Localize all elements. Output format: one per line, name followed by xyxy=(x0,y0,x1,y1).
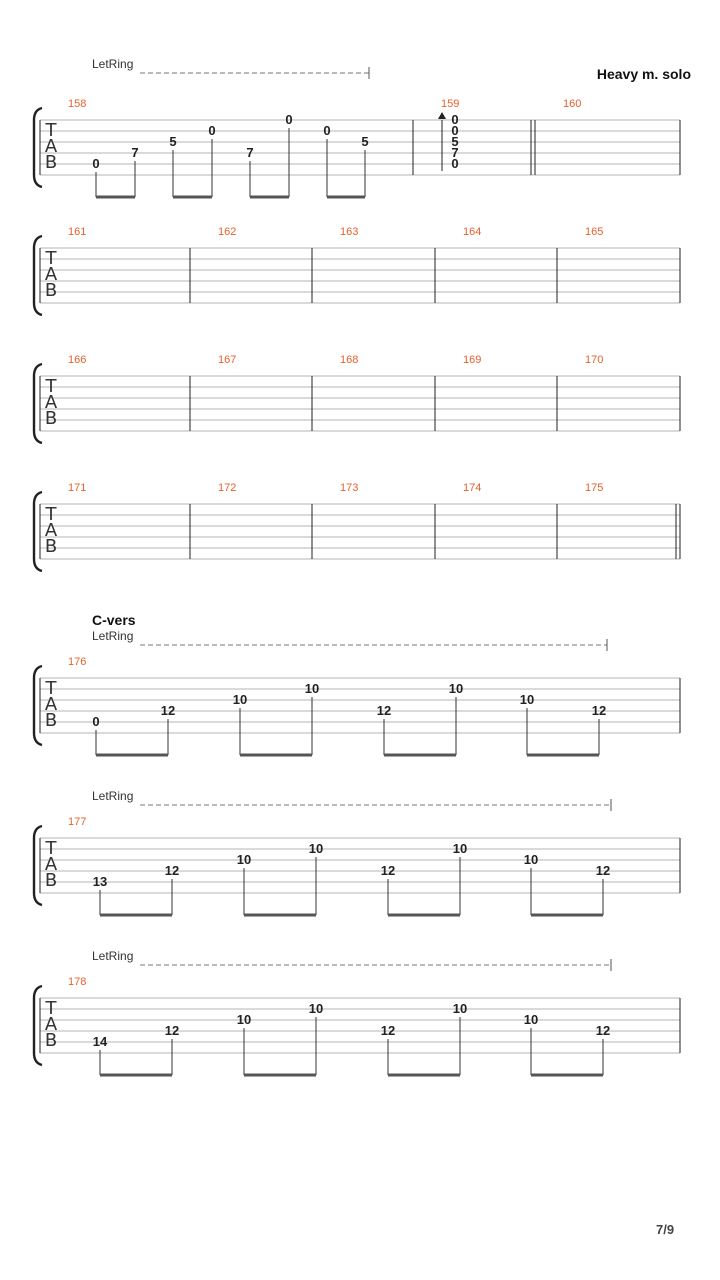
fret-number: 10 xyxy=(452,841,468,856)
tab-clef-letter: B xyxy=(44,408,58,429)
chord-fret-number: 7 xyxy=(451,145,459,160)
strum-up-arrow-icon xyxy=(438,112,446,119)
fret-number: 10 xyxy=(236,852,252,867)
measure-number: 159 xyxy=(441,98,460,110)
tab-clef-letter: B xyxy=(44,152,58,173)
measure-number: 169 xyxy=(463,354,482,366)
fret-number: 12 xyxy=(380,863,396,878)
fret-number: 12 xyxy=(160,703,176,718)
tab-clef-letter: T xyxy=(45,248,57,269)
fret-number: 0 xyxy=(92,156,100,171)
fret-number: 10 xyxy=(308,841,324,856)
measure-number: 174 xyxy=(463,482,482,494)
fret-number: 5 xyxy=(361,134,369,149)
tab-clef-letter: A xyxy=(44,694,58,715)
tab-clef-letter: A xyxy=(44,136,58,157)
fret-number: 0 xyxy=(92,714,100,729)
tab-clef-letter: B xyxy=(44,710,58,731)
measure-number: 168 xyxy=(340,354,359,366)
tab-clef-letter: T xyxy=(45,838,57,859)
tab-clef-letter: T xyxy=(45,998,57,1019)
fret-number: 10 xyxy=(448,681,464,696)
fret-number: 10 xyxy=(304,681,320,696)
tab-system-7 xyxy=(34,949,680,1075)
let-ring-label: LetRing xyxy=(92,629,134,643)
fret-number: 10 xyxy=(236,1012,252,1027)
tab-clef-letter: T xyxy=(45,120,57,141)
page-number: 7/9 xyxy=(656,1222,675,1237)
measure-number: 172 xyxy=(218,482,237,494)
section-marker: C-vers xyxy=(92,612,136,628)
tab-clef-letter: A xyxy=(44,1014,58,1035)
tab-clef-letter: B xyxy=(44,280,58,301)
measure-number: 166 xyxy=(68,354,87,366)
fret-number: 10 xyxy=(308,1001,324,1016)
tab-clef-letter: T xyxy=(45,376,57,397)
measure-number: 161 xyxy=(68,226,87,238)
fret-number: 10 xyxy=(232,692,248,707)
measure-number: 171 xyxy=(68,482,87,494)
tab-clef-letter: T xyxy=(45,504,57,525)
chord-fret-number: 5 xyxy=(451,134,459,149)
tab-clef-letter: B xyxy=(44,1030,58,1051)
let-ring-label: LetRing xyxy=(92,789,134,803)
fret-number: 5 xyxy=(169,134,177,149)
measure-number: 176 xyxy=(68,656,87,668)
fret-number: 7 xyxy=(246,145,254,160)
measure-number: 170 xyxy=(585,354,604,366)
chord-fret-number: 0 xyxy=(451,156,459,171)
tab-system-4 xyxy=(34,482,680,571)
tab-clef-letter: A xyxy=(44,520,58,541)
section-marker: Heavy m. solo xyxy=(596,66,691,82)
measure-number: 162 xyxy=(218,226,237,238)
measure-number: 178 xyxy=(68,976,87,988)
tab-system-6 xyxy=(34,789,680,915)
tab-clef-letter: A xyxy=(44,854,58,875)
fret-number: 10 xyxy=(519,692,535,707)
measure-number: 175 xyxy=(585,482,604,494)
fret-number: 12 xyxy=(595,1023,611,1038)
fret-number: 7 xyxy=(131,145,139,160)
fret-number: 0 xyxy=(208,123,216,138)
tab-clef-letter: A xyxy=(44,392,58,413)
measure-number: 160 xyxy=(563,98,582,110)
tab-clef-letter: B xyxy=(44,536,58,557)
chord-fret-number: 0 xyxy=(451,112,459,127)
fret-number: 12 xyxy=(595,863,611,878)
measure-number: 177 xyxy=(68,816,87,828)
chord-fret-number: 0 xyxy=(451,123,459,138)
measure-number: 164 xyxy=(463,226,482,238)
tab-system-3 xyxy=(34,354,680,443)
measure-number: 173 xyxy=(340,482,359,494)
measure-number: 163 xyxy=(340,226,359,238)
fret-number: 10 xyxy=(523,852,539,867)
tab-clef-letter: A xyxy=(44,264,58,285)
fret-number: 10 xyxy=(523,1012,539,1027)
let-ring-label: LetRing xyxy=(92,949,134,963)
tab-clef-letter: T xyxy=(45,678,57,699)
fret-number: 14 xyxy=(92,1034,108,1049)
fret-number: 10 xyxy=(452,1001,468,1016)
measure-number: 167 xyxy=(218,354,237,366)
tab-system-2 xyxy=(34,226,680,315)
measure-number: 165 xyxy=(585,226,604,238)
tab-system-1 xyxy=(34,57,691,197)
tab-system-5 xyxy=(34,612,680,755)
let-ring-label: LetRing xyxy=(92,57,134,71)
fret-number: 0 xyxy=(285,112,293,127)
fret-number: 12 xyxy=(164,1023,180,1038)
tab-clef-letter: B xyxy=(44,870,58,891)
fret-number: 13 xyxy=(92,874,108,889)
fret-number: 0 xyxy=(323,123,331,138)
measure-number: 158 xyxy=(68,98,87,110)
fret-number: 12 xyxy=(380,1023,396,1038)
fret-number: 12 xyxy=(376,703,392,718)
fret-number: 12 xyxy=(591,703,607,718)
fret-number: 12 xyxy=(164,863,180,878)
